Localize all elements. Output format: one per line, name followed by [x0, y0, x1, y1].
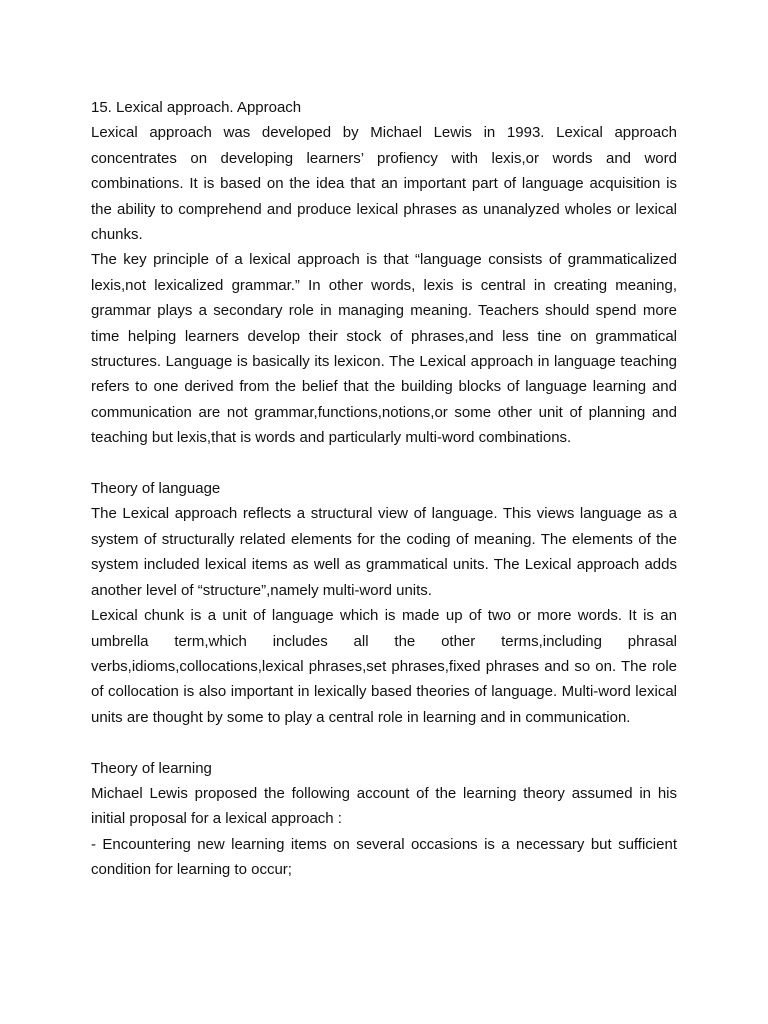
lexical-chunk-paragraph: Lexical chunk is a unit of language which is made up of two or more words. It is an umbrella term,which includes all the other terms,including phrasal verbs,idioms,collocations,lexical phrases,set phrases,fixed phrases and so on. The role of collocation is also important in lexically based theories of language. Multi-word lexical units are thought by some to play a central role in learning and in communication. — [91, 607, 677, 726]
document-body — [91, 95, 677, 883]
principle-paragraph: The key principle of a lexical approach is that “language consists of grammaticalized lexis,not lexicalized grammar.” In other words, lexis is central in creating meaning, grammar plays a secondary role in managing meaning. Teachers should spend more time helping learners develop their stock of phrases,and less tine on grammatical structures. Language is basically its lexicon. The Lexical approach in language teaching refers to one derived from the belief that the building blocks of language learning and communication are not grammar,functions,notions,or some other unit of planning and teaching but lexis,that is words and particularly multi-word combinations. — [91, 251, 677, 447]
section-heading: 15. Lexical approach. Approach — [91, 99, 302, 116]
intro-paragraph: Lexical approach was developed by Michael Lewis in 1993. Lexical approach concentrates on developing learners’ profiency with lexis,or words and word combinations. It is based on the idea that an important part of language acquisition is the ability to comprehend and produce lexical phrases as unanalyzed wholes or lexical chunks. — [91, 124, 677, 244]
paragraph-spacer — [91, 730, 677, 755]
theory-of-language-paragraph: The Lexical approach reflects a structural view of language. This views language as a system of structurally related elements for the coding of meaning. The elements of the system included lexical items as well as grammatical units. The Lexical approach adds another level of “structure”,namely multi-word units. — [91, 505, 677, 599]
theory-of-learning-paragraph: Michael Lewis proposed the following account of the learning theory assumed in his initial proposal for a lexical approach : — [91, 784, 677, 828]
theory-of-learning-heading: Theory of learning — [91, 759, 212, 777]
paragraph-spacer — [91, 451, 677, 476]
learning-bullet-item: - Encountering new learning items on several occasions is a necessary but sufficient condition for learning to occur; — [91, 835, 677, 879]
theory-of-language-heading: Theory of language — [91, 480, 221, 498]
